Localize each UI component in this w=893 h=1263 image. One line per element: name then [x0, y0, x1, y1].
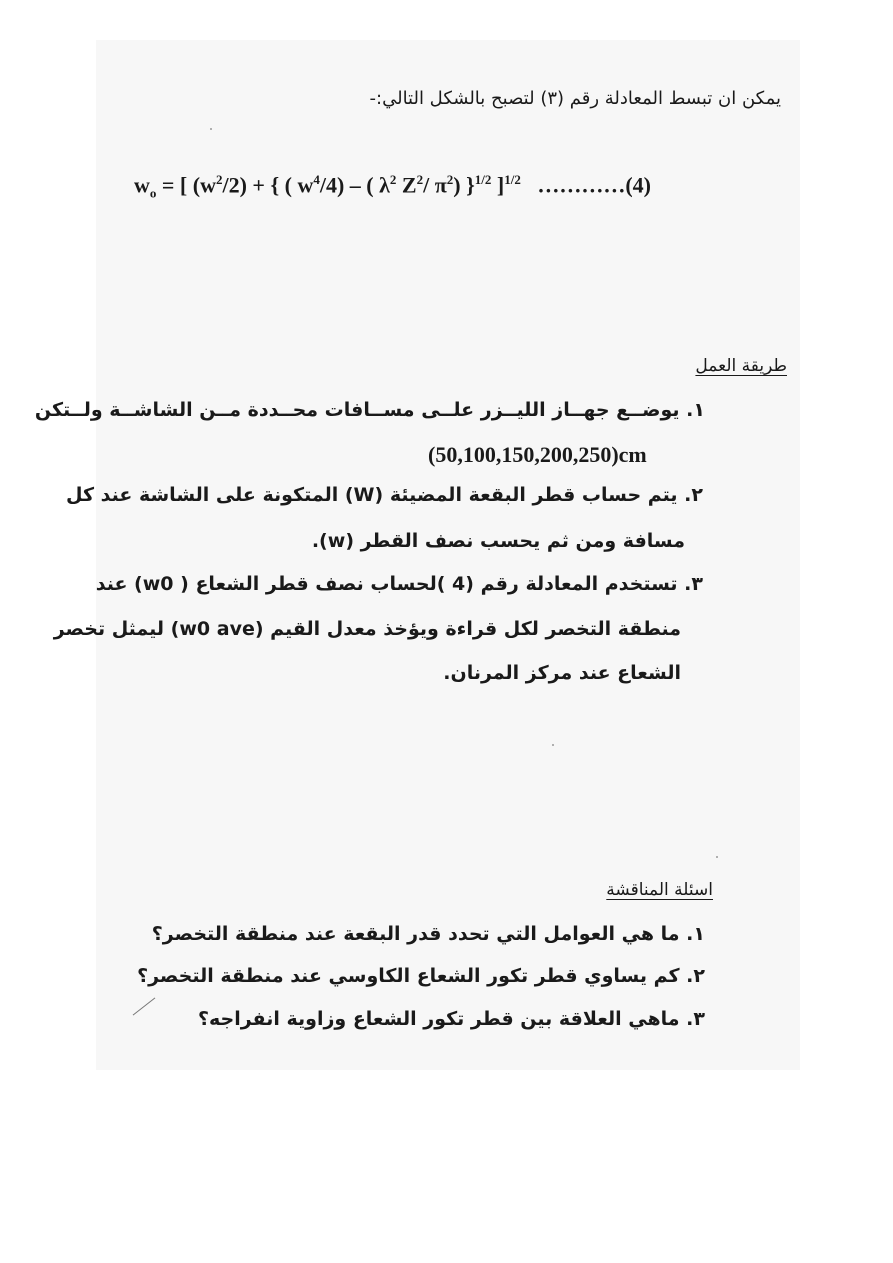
equation-4: $w_o$ = [ $(w^2/2)$ + { ( $w^4/4$) – ( $\lambda^2$ $Z^2/$ $\pi^2$) }$^{1/2}$ ]$^{1/2}$ …………(4) — [134, 172, 651, 201]
intro-text: يمكن ان تبسط المعادلة رقم (٣) لتصبح بالشكل التالي:- — [369, 88, 781, 109]
procedure-item-3-cont: منطقة التخصر لكل قراءة ويؤخذ معدل القيم (w0 ave) ليمثل تخصر — [53, 618, 681, 640]
discussion-heading: اسئلة المناقشة — [606, 880, 713, 900]
procedure-heading: طريقة العمل — [695, 356, 787, 376]
procedure-item-2-cont: مسافة ومن ثم يحسب نصف القطر (w). — [311, 530, 685, 552]
procedure-item-3-end: الشعاع عند مركز المرنان. — [443, 662, 681, 684]
distance-values: (50,100,150,200,250)cm — [428, 442, 647, 467]
discussion-question-3: ٣. ماهي العلاقة بين قطر تكور الشعاع وزاوية انفراجه؟ — [197, 1008, 705, 1030]
discussion-question-1: ١. ما هي العوامل التي تحدد قدر البقعة عند منطقة التخصر؟ — [151, 923, 705, 945]
procedure-item-3: ٣. تستخدم المعادلة رقم (4 )لحساب نصف قطر الشعاع ( w0) عند — [95, 573, 703, 595]
scan-speck — [552, 744, 554, 746]
procedure-item-1: ١. يوضــع جهــاز الليــزر علــى مســافات محــددة مــن الشاشــة ولــتكن — [34, 399, 705, 421]
scan-speck — [716, 856, 718, 858]
scan-speck — [210, 128, 212, 130]
discussion-question-2: ٢. كم يساوي قطر تكور الشعاع الكاوسي عند منطقة التخصر؟ — [137, 965, 705, 987]
procedure-item-2: ٢. يتم حساب قطر البقعة المضيئة (W) المتكونة على الشاشة عند كل — [66, 484, 703, 506]
